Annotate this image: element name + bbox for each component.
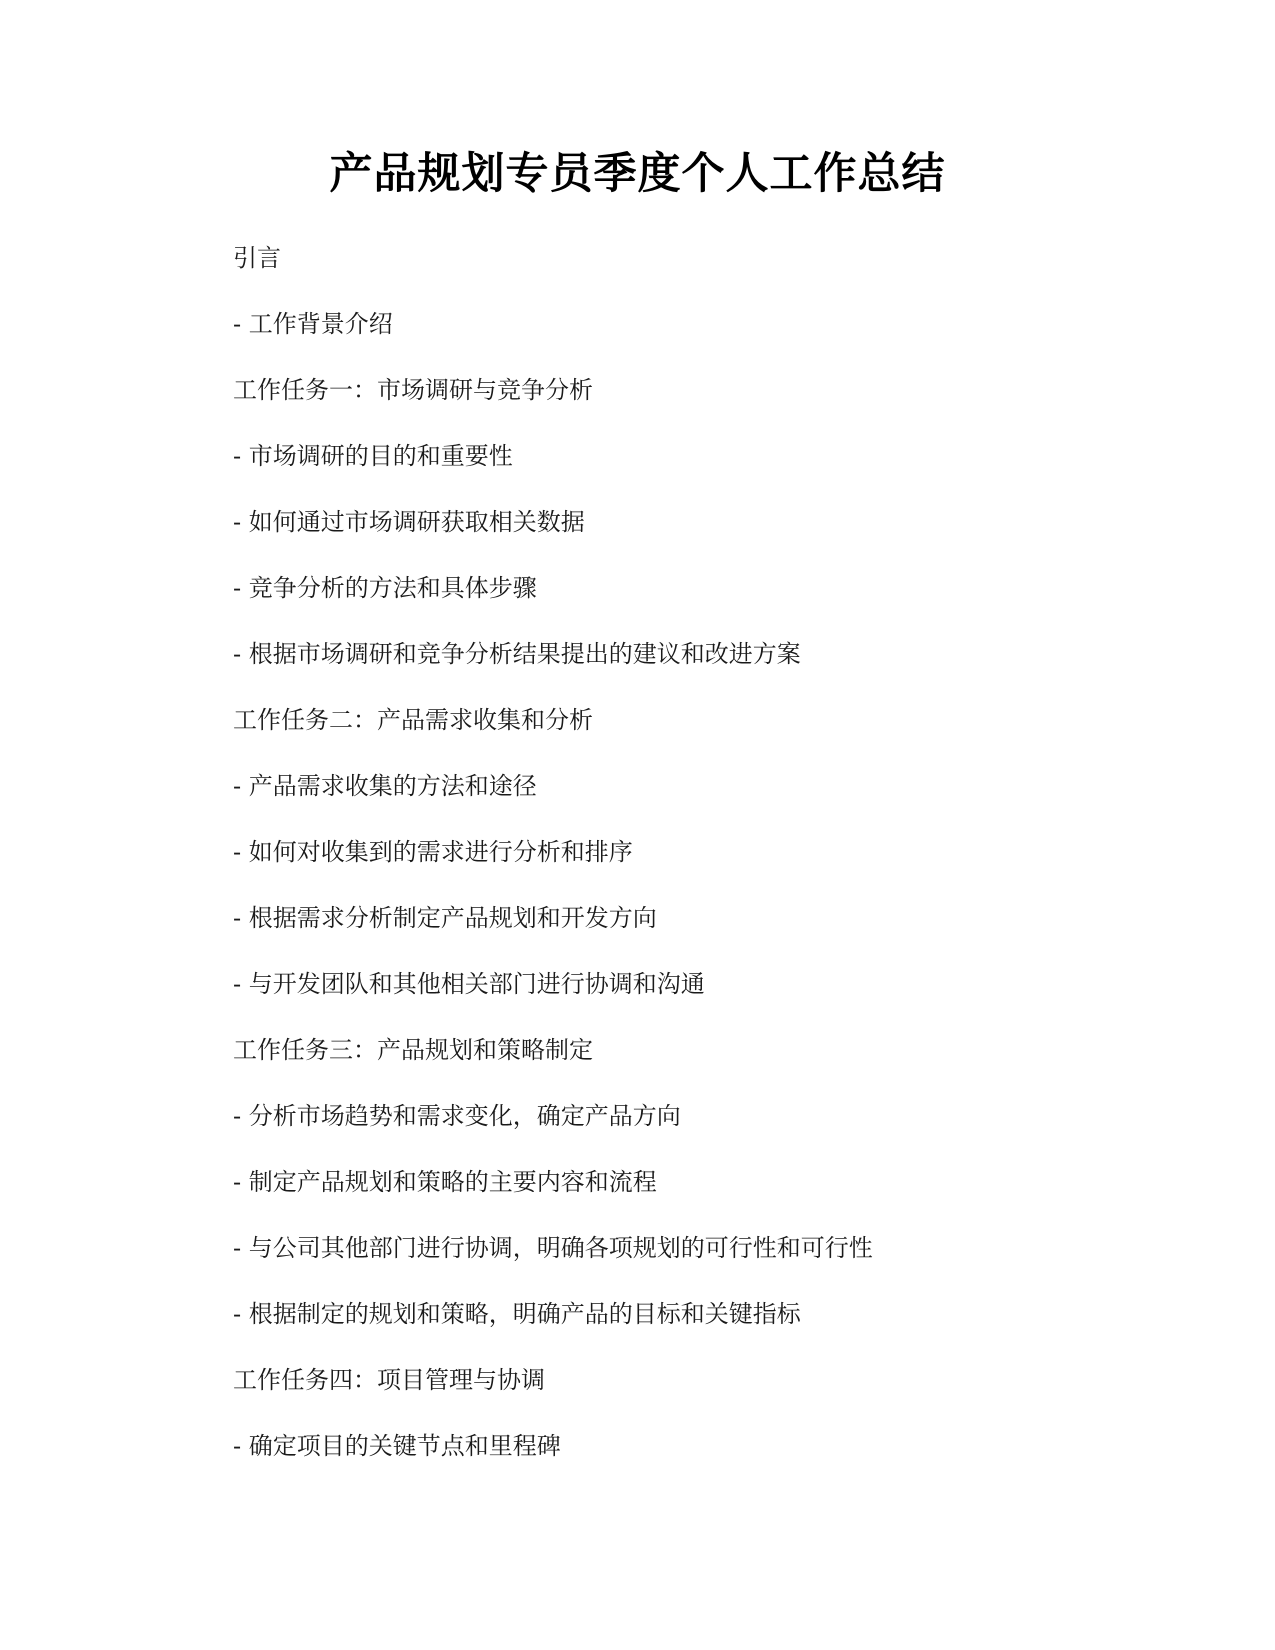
bullet-line: - 制定产品规划和策略的主要内容和流程 — [233, 1168, 657, 1196]
bullet-line: - 如何通过市场调研获取相关数据 — [233, 508, 585, 536]
bullet-line: - 根据需求分析制定产品规划和开发方向 — [233, 904, 657, 932]
document-title: 产品规划专员季度个人工作总结 — [329, 149, 946, 199]
bullet-line: - 根据市场调研和竞争分析结果提出的建议和改进方案 — [233, 640, 801, 668]
bullet-line: - 竞争分析的方法和具体步骤 — [233, 574, 537, 602]
section-heading-intro: 引言 — [233, 244, 281, 272]
section-heading-task-4: 工作任务四：项目管理与协调 — [233, 1366, 545, 1394]
bullet-line: - 与公司其他部门进行协调，明确各项规划的可行性和可行性 — [233, 1234, 873, 1262]
section-heading-task-3: 工作任务三：产品规划和策略制定 — [233, 1036, 593, 1064]
bullet-line: - 市场调研的目的和重要性 — [233, 442, 513, 470]
bullet-line: - 与开发团队和其他相关部门进行协调和沟通 — [233, 970, 705, 998]
bullet-line: - 产品需求收集的方法和途径 — [233, 772, 537, 800]
bullet-line: - 分析市场趋势和需求变化，确定产品方向 — [233, 1102, 681, 1130]
document-body — [233, 243, 1133, 1497]
bullet-line: - 根据制定的规划和策略，明确产品的目标和关键指标 — [233, 1300, 801, 1328]
bullet-line: - 确定项目的关键节点和里程碑 — [233, 1432, 561, 1460]
section-heading-task-2: 工作任务二：产品需求收集和分析 — [233, 706, 593, 734]
bullet-line: - 工作背景介绍 — [233, 310, 393, 338]
bullet-line: - 如何对收集到的需求进行分析和排序 — [233, 838, 633, 866]
section-heading-task-1: 工作任务一：市场调研与竞争分析 — [233, 376, 593, 404]
